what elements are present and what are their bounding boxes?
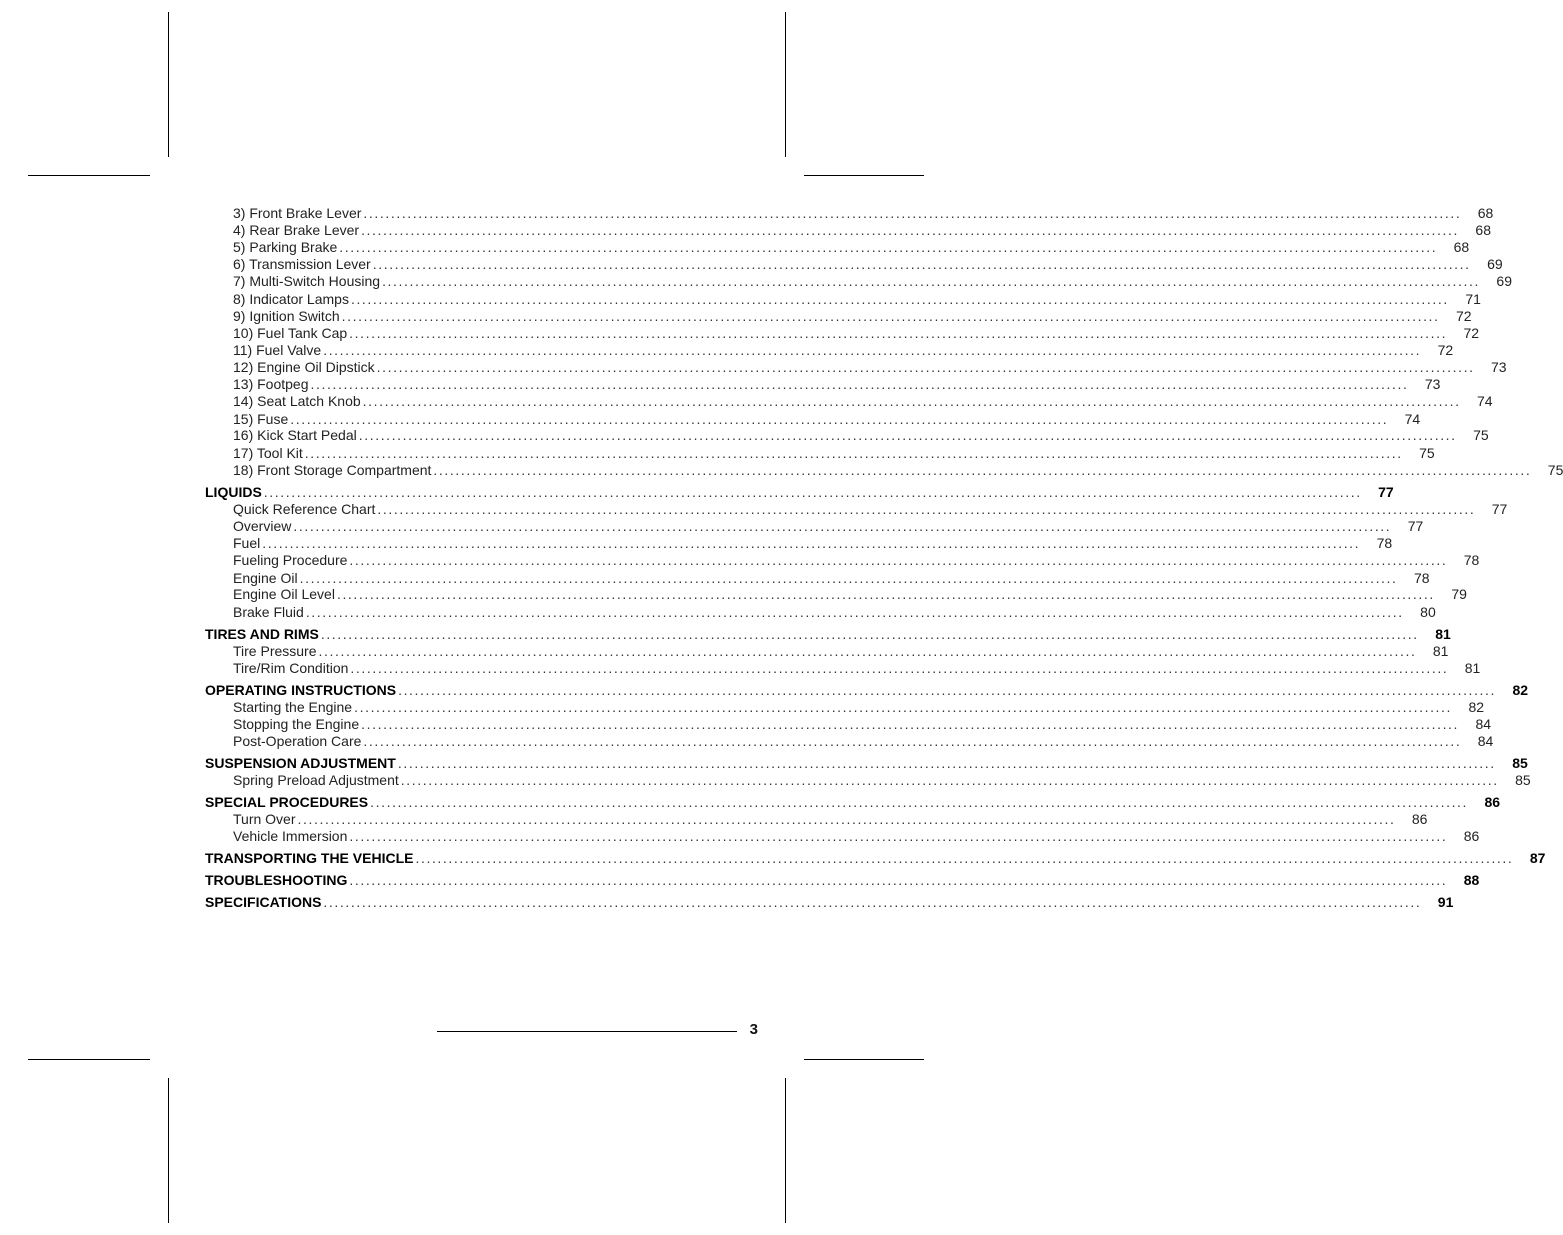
dot-leader: ........................................................................................................................................................................................................ xyxy=(323,894,1422,910)
toc-entry-page: 91 xyxy=(1437,894,1454,910)
toc-entry-page: 82 xyxy=(1512,682,1529,698)
dot-leader: ........................................................................................................................................................................................................ xyxy=(349,325,1448,341)
toc-entry-label: LIQUIDS xyxy=(205,484,262,500)
dot-leader: ........................................................................................................................................................................................................ xyxy=(433,462,1532,478)
toc-entry-page: 72 xyxy=(1437,342,1454,358)
toc-entry-label: Brake Fluid xyxy=(233,604,304,620)
toc-entry-page: 84 xyxy=(1477,733,1494,749)
crop-mark-top-left-horizontal xyxy=(28,175,150,176)
dot-leader: ........................................................................................................................................................................................................ xyxy=(370,794,1469,810)
toc-entry-page: 79 xyxy=(1451,586,1467,602)
toc-section-entry[interactable] xyxy=(205,794,1501,811)
crop-mark-bottom-right-vertical xyxy=(785,1078,786,1223)
toc-entry[interactable] xyxy=(205,552,1480,569)
toc-entry[interactable] xyxy=(205,586,1467,603)
toc-entry[interactable] xyxy=(205,733,1494,750)
toc-entry-page: 68 xyxy=(1453,239,1470,255)
footer-rule xyxy=(437,1031,737,1032)
toc-entry-page: 81 xyxy=(1435,626,1451,642)
toc-entry[interactable] xyxy=(205,643,1449,660)
toc-entry-label: SPECIFICATIONS xyxy=(205,894,322,910)
toc-entry-label: Tire Pressure xyxy=(233,643,317,659)
toc-entry-label: TIRES AND RIMS xyxy=(205,626,319,642)
toc-entry-page: 84 xyxy=(1475,716,1492,732)
toc-entry-page: 86 xyxy=(1484,794,1501,810)
toc-entry-label: Starting the Engine xyxy=(233,699,353,715)
toc-entry[interactable] xyxy=(205,699,1485,716)
toc-section-entry[interactable] xyxy=(205,682,1529,699)
toc-entry[interactable] xyxy=(205,501,1508,518)
toc-entry[interactable] xyxy=(205,239,1470,256)
toc-entry-label: Fuel xyxy=(233,535,261,551)
toc-entry-label: 16) Kick Start Pedal xyxy=(233,427,357,443)
dot-leader: ........................................................................................................................................................................................................ xyxy=(397,755,1496,771)
toc-entry-label: 17) Tool Kit xyxy=(233,445,303,461)
toc-entry-page: 78 xyxy=(1463,552,1480,568)
dot-leader: ........................................................................................................................................................................................................ xyxy=(361,222,1459,238)
dot-leader: ........................................................................................................................................................................................................ xyxy=(363,733,1462,749)
toc-entry-label: TROUBLESHOOTING xyxy=(205,872,348,888)
dot-leader: ........................................................................................................................................................................................................ xyxy=(363,205,1462,221)
dot-leader: ........................................................................................................................................................................................................ xyxy=(361,716,1460,732)
dot-leader: ........................................................................................................................................................................................................ xyxy=(290,411,1389,427)
toc-entry-label: TRANSPORTING THE VEHICLE xyxy=(205,850,414,866)
toc-entry-label: SPECIAL PROCEDURES xyxy=(205,794,369,810)
crop-mark-bottom-right-horizontal xyxy=(804,1059,924,1060)
dot-leader: ........................................................................................................................................................................................................ xyxy=(310,376,1409,392)
toc-entry[interactable] xyxy=(205,359,1507,376)
toc-entry[interactable] xyxy=(205,222,1491,239)
toc-entry-page: 69 xyxy=(1487,256,1503,272)
toc-entry[interactable] xyxy=(205,376,1441,393)
toc-entry-label: Engine Oil Level xyxy=(233,586,335,602)
toc-entry-page: 75 xyxy=(1547,462,1563,478)
toc-section-entry[interactable] xyxy=(205,894,1454,911)
toc-entry-page: 73 xyxy=(1424,376,1441,392)
toc-entry-label: 11) Fuel Valve xyxy=(233,342,322,358)
toc-entry[interactable] xyxy=(205,535,1393,552)
toc-entry-page: 82 xyxy=(1468,699,1485,715)
toc-entry[interactable] xyxy=(205,273,1512,290)
toc-entry-label: Vehicle Immersion xyxy=(233,828,348,844)
toc-entry-page: 68 xyxy=(1475,222,1491,238)
toc-entry[interactable] xyxy=(205,811,1428,828)
toc-entry[interactable] xyxy=(205,205,1494,222)
page-number: 3 xyxy=(749,1021,758,1038)
toc-entry-label: Stopping the Engine xyxy=(233,716,360,732)
dot-leader: ........................................................................................................................................................................................................ xyxy=(320,626,1419,642)
dot-leader: ........................................................................................................................................................................................................ xyxy=(263,484,1362,500)
toc-entry[interactable] xyxy=(205,772,1531,789)
toc-entry-label: Quick Reference Chart xyxy=(233,501,376,517)
toc-entry-page: 78 xyxy=(1413,570,1430,586)
toc-entry-page: 75 xyxy=(1419,445,1435,461)
toc-entry-label: Tire/Rim Condition xyxy=(233,660,349,676)
toc-entry-page: 72 xyxy=(1463,325,1480,341)
dot-leader: ........................................................................................................................................................................................................ xyxy=(349,828,1448,844)
dot-leader: ........................................................................................................................................................................................................ xyxy=(297,811,1396,827)
toc-entry[interactable] xyxy=(205,445,1435,462)
toc-entry[interactable] xyxy=(205,660,1481,677)
dot-leader: ........................................................................................................................................................................................................ xyxy=(293,518,1392,534)
dot-leader: ........................................................................................................................................................................................................ xyxy=(323,342,1422,358)
dot-leader: ........................................................................................................................................................................................................ xyxy=(339,239,1438,255)
dot-leader: ........................................................................................................................................................................................................ xyxy=(304,445,1403,461)
toc-entry[interactable] xyxy=(205,291,1481,308)
toc-entry-page: 75 xyxy=(1473,427,1489,443)
toc-entry-page: 71 xyxy=(1465,291,1481,307)
toc-entry-page: 86 xyxy=(1411,811,1428,827)
toc-entry[interactable] xyxy=(205,393,1493,410)
toc-entry-page: 78 xyxy=(1376,535,1393,551)
toc-entry-page: 86 xyxy=(1463,828,1480,844)
toc-entry-page: 74 xyxy=(1477,393,1493,409)
toc-entry[interactable] xyxy=(205,604,1436,621)
toc-entry-page: 72 xyxy=(1455,308,1472,324)
dot-leader: ........................................................................................................................................................................................................ xyxy=(377,501,1476,517)
toc-entry[interactable] xyxy=(205,325,1480,342)
toc-entry-label: Post-Operation Care xyxy=(233,733,362,749)
toc-entry-label: 15) Fuse xyxy=(233,411,289,427)
toc-entry-label: 3) Front Brake Lever xyxy=(233,205,362,221)
dot-leader: ........................................................................................................................................................................................................ xyxy=(262,535,1361,551)
dot-leader: ........................................................................................................................................................................................................ xyxy=(305,604,1404,620)
toc-entry[interactable] xyxy=(205,828,1480,845)
toc-entry[interactable] xyxy=(205,716,1492,733)
toc-entry[interactable] xyxy=(205,342,1454,359)
dot-leader: ........................................................................................................................................................................................................ xyxy=(362,393,1461,409)
toc-entry[interactable] xyxy=(205,518,1424,535)
toc-section-entry[interactable] xyxy=(205,872,1480,889)
dot-leader: ........................................................................................................................................................................................................ xyxy=(400,772,1499,788)
toc-entry-label: Spring Preload Adjustment xyxy=(233,772,399,788)
toc-entry[interactable] xyxy=(205,308,1472,325)
crop-mark-bottom-left-horizontal xyxy=(28,1059,150,1060)
toc-section-entry[interactable] xyxy=(205,850,1546,867)
toc-entry-label: 6) Transmission Lever xyxy=(233,256,371,272)
dot-leader: ........................................................................................................................................................................................................ xyxy=(415,850,1514,866)
toc-entry-page: 85 xyxy=(1512,755,1528,771)
toc-section-entry[interactable] xyxy=(205,484,1394,501)
toc-entry-label: 8) Indicator Lamps xyxy=(233,291,349,307)
toc-entry-label: 13) Footpeg xyxy=(233,376,309,392)
crop-mark-top-right-vertical xyxy=(785,12,786,157)
dot-leader: ........................................................................................................................................................................................................ xyxy=(398,682,1497,698)
toc-entry[interactable] xyxy=(205,570,1430,587)
dot-leader: ........................................................................................................................................................................................................ xyxy=(376,359,1475,375)
toc-entry-label: 12) Engine Oil Dipstick xyxy=(233,359,375,375)
toc-entry-page: 88 xyxy=(1463,872,1480,888)
dot-leader: ........................................................................................................................................................................................................ xyxy=(336,586,1435,602)
toc-entry[interactable] xyxy=(205,256,1503,273)
toc-entry-page: 73 xyxy=(1490,359,1507,375)
toc-entry-label: Engine Oil xyxy=(233,570,298,586)
dot-leader: ........................................................................................................................................................................................................ xyxy=(354,699,1453,715)
toc-entry-label: SUSPENSION ADJUSTMENT xyxy=(205,755,396,771)
toc-entry-page: 74 xyxy=(1404,411,1421,427)
dot-leader: ........................................................................................................................................................................................................ xyxy=(358,427,1457,443)
toc-entry-page: 69 xyxy=(1496,273,1512,289)
toc-entry-label: 10) Fuel Tank Cap xyxy=(233,325,348,341)
toc-entry-label: Turn Over xyxy=(233,811,296,827)
toc-entry-label: Overview xyxy=(233,518,292,534)
toc-entry-page: 68 xyxy=(1477,205,1494,221)
toc-entry-label: 18) Front Storage Compartment xyxy=(233,462,432,478)
toc-entry[interactable] xyxy=(205,411,1421,428)
toc-entry-label: OPERATING INSTRUCTIONS xyxy=(205,682,397,698)
toc-entry-page: 77 xyxy=(1378,484,1394,500)
toc-entry[interactable] xyxy=(205,427,1489,444)
crop-mark-top-left-vertical xyxy=(168,12,169,157)
toc-entry-page: 81 xyxy=(1464,660,1481,676)
toc-entry-label: 14) Seat Latch Knob xyxy=(233,393,361,409)
toc-entry-page: 85 xyxy=(1515,772,1531,788)
toc-entry-page: 77 xyxy=(1491,501,1508,517)
dot-leader: ........................................................................................................................................................................................................ xyxy=(350,660,1449,676)
toc-entry-page: 80 xyxy=(1420,604,1436,620)
toc-entry[interactable] xyxy=(205,462,1563,479)
crop-mark-bottom-left-vertical xyxy=(168,1078,169,1223)
toc-entry-page: 87 xyxy=(1529,850,1546,866)
dot-leader: ........................................................................................................................................................................................................ xyxy=(299,570,1398,586)
dot-leader: ........................................................................................................................................................................................................ xyxy=(349,872,1448,888)
toc-section-entry[interactable] xyxy=(205,755,1528,772)
dot-leader: ........................................................................................................................................................................................................ xyxy=(372,256,1471,272)
toc-entry-label: Fueling Procedure xyxy=(233,552,348,568)
dot-leader: ........................................................................................................................................................................................................ xyxy=(350,291,1449,307)
dot-leader: ........................................................................................................................................................................................................ xyxy=(382,273,1480,289)
toc-entry-page: 77 xyxy=(1407,518,1424,534)
toc-entry-label: 4) Rear Brake Lever xyxy=(233,222,360,238)
toc-entry-label: 7) Multi-Switch Housing xyxy=(233,273,381,289)
dot-leader: ........................................................................................................................................................................................................ xyxy=(318,643,1417,659)
dot-leader: ........................................................................................................................................................................................................ xyxy=(341,308,1440,324)
toc-entry-page: 81 xyxy=(1432,643,1449,659)
dot-leader: ........................................................................................................................................................................................................ xyxy=(349,552,1448,568)
toc-entry-label: 5) Parking Brake xyxy=(233,239,338,255)
toc-entry-label: 9) Ignition Switch xyxy=(233,308,340,324)
toc-section-entry[interactable] xyxy=(205,626,1451,643)
crop-mark-top-right-horizontal xyxy=(804,175,924,176)
